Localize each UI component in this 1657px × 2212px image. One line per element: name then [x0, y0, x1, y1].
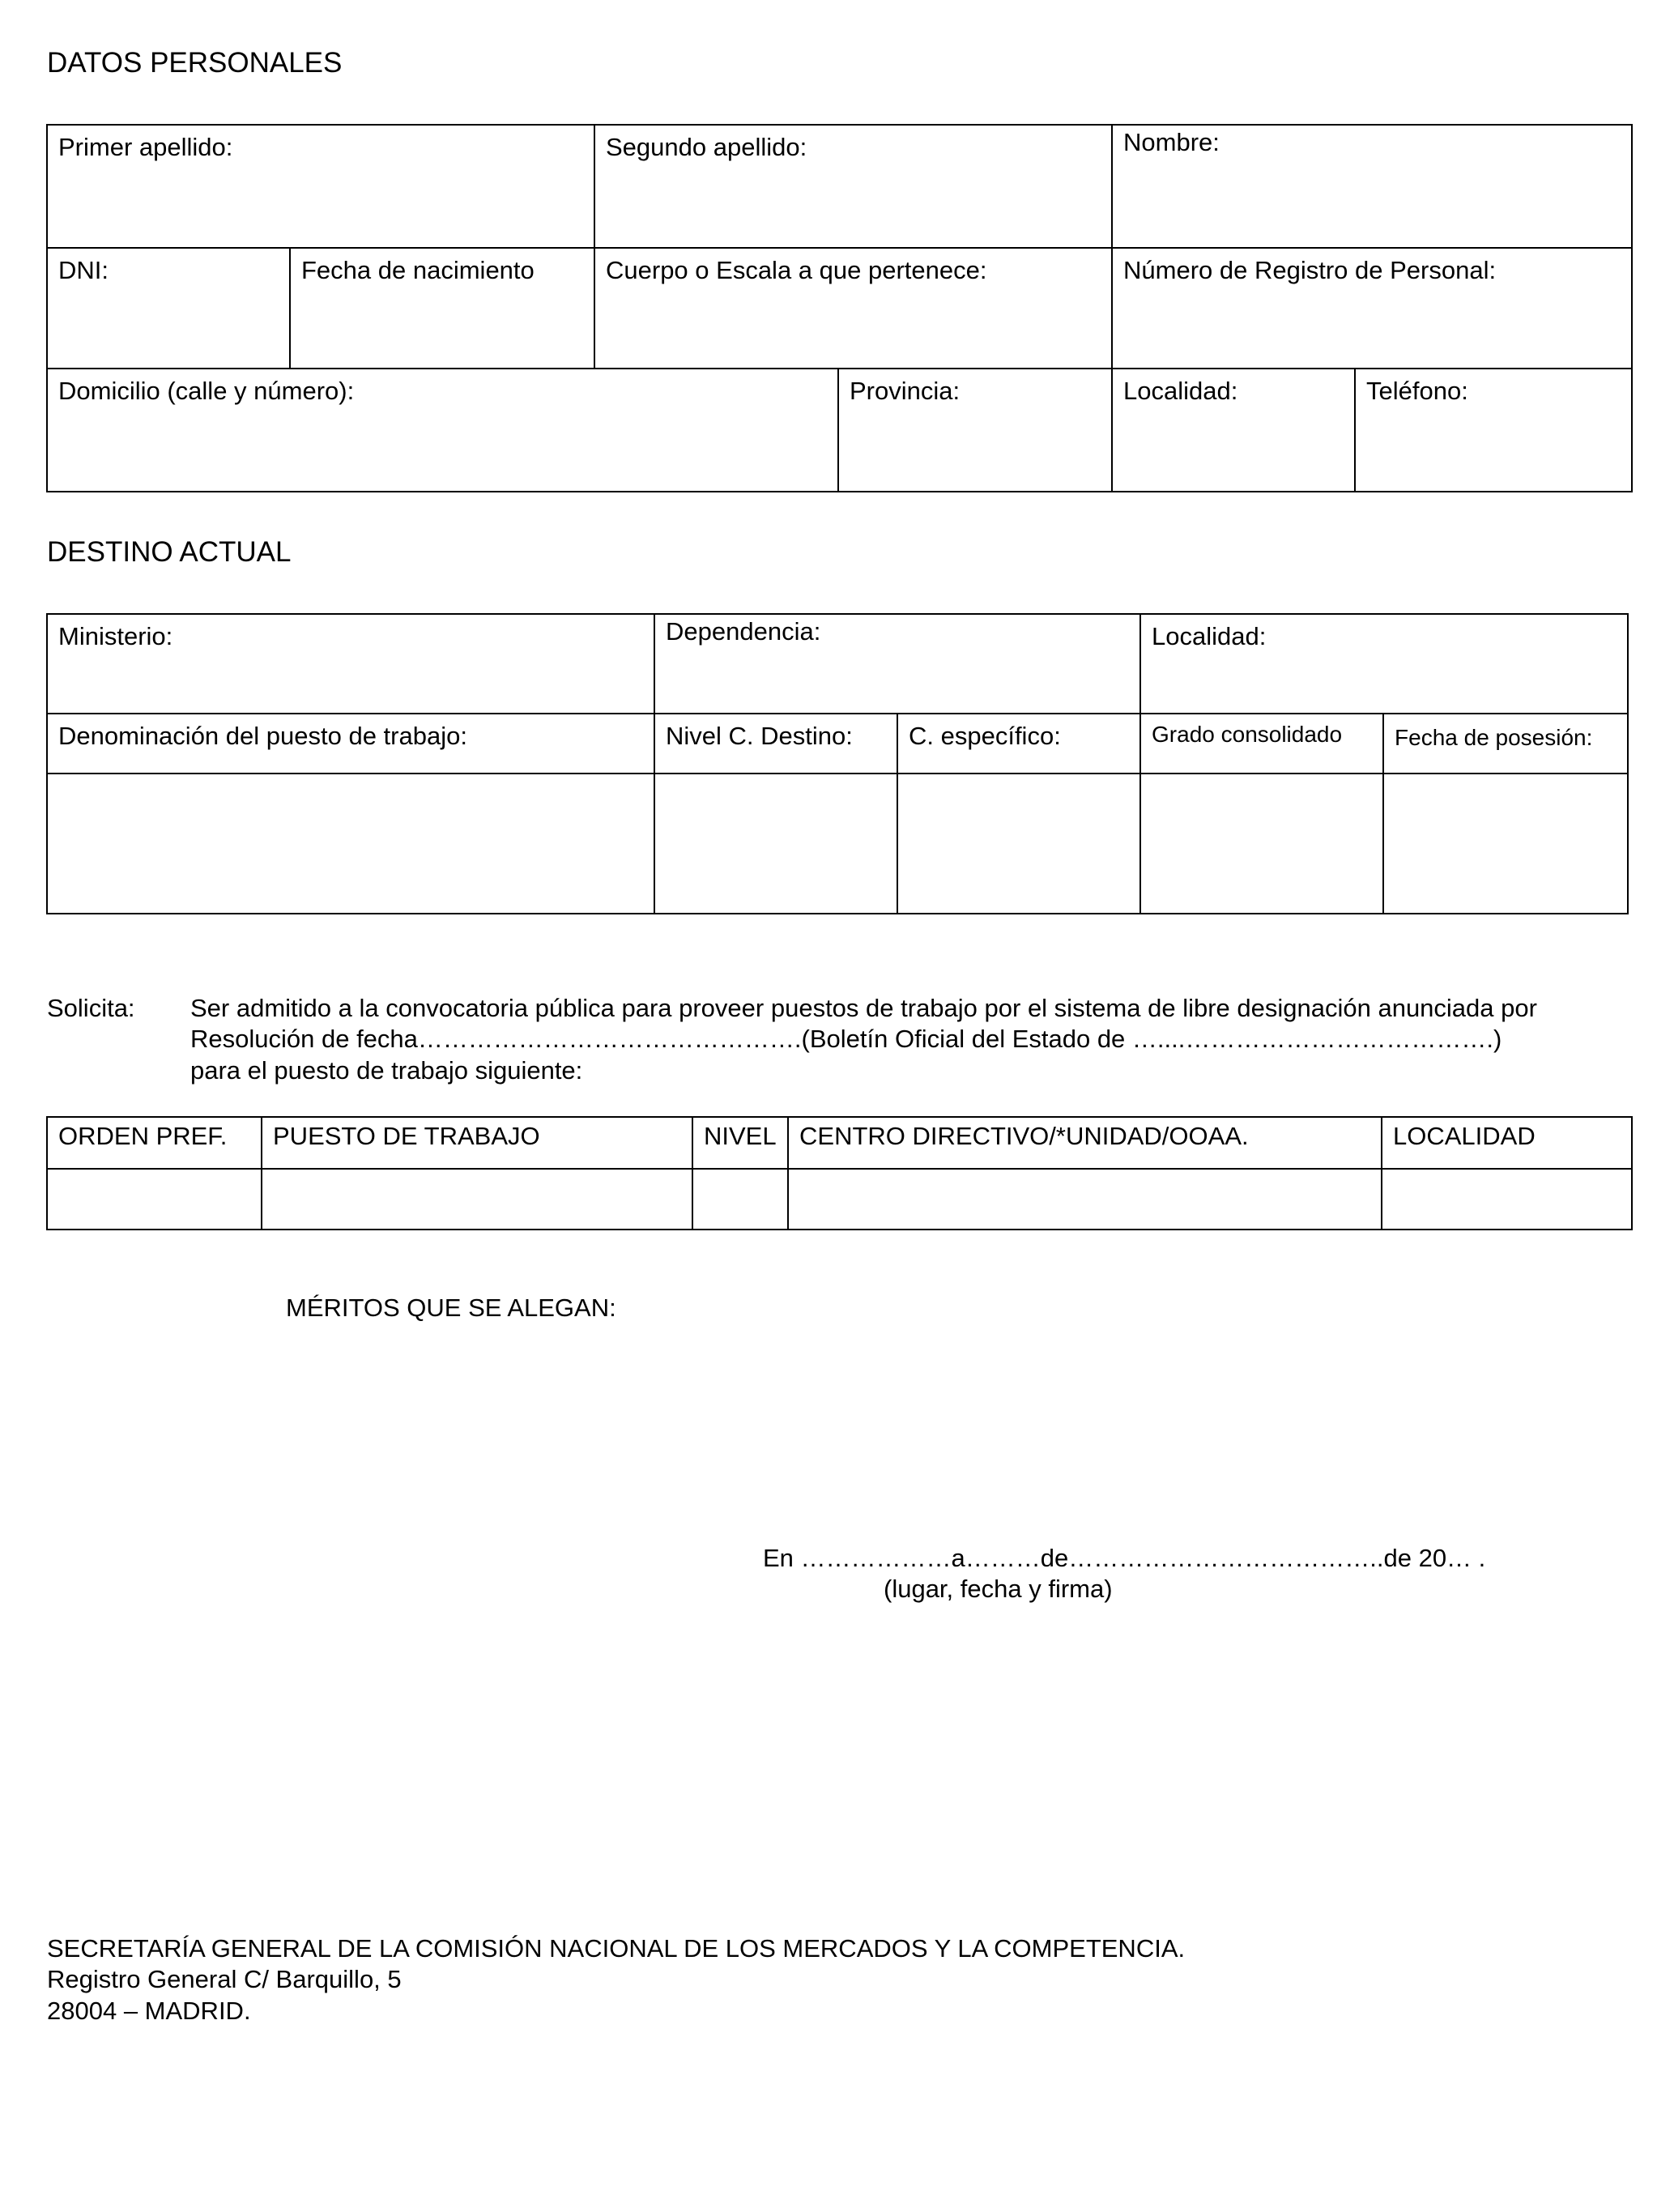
telefono-field[interactable]	[1355, 369, 1632, 492]
grado-consolidado-label: Grado consolidado	[1152, 722, 1343, 747]
signature-caption: (lugar, fecha y firma)	[884, 1575, 1113, 1603]
signature-line: En ………………a………de………………………………..de 20… .	[763, 1544, 1486, 1572]
fecha-posesion-value-cell[interactable]	[1383, 774, 1628, 914]
ministerio-field[interactable]	[47, 614, 654, 714]
segundo-apellido-label: Segundo apellido:	[606, 133, 807, 161]
puestos-header-cell	[47, 1117, 262, 1169]
localidad-field[interactable]	[1112, 369, 1355, 492]
ministerio-label: Ministerio:	[58, 622, 173, 650]
solicita-line-2: Resolución de fecha……………………………………….(Boletín Oficial del Estado de …....……………………………….)	[190, 1025, 1502, 1053]
table-row	[47, 1169, 1632, 1230]
primer-apellido-label: Primer apellido:	[58, 133, 233, 161]
provincia-field[interactable]	[838, 369, 1112, 492]
provincia-label: Provincia:	[850, 377, 961, 405]
fecha-posesion-field[interactable]	[1383, 714, 1628, 774]
personal-data-table	[46, 124, 1633, 492]
personal-data-heading: DATOS PERSONALES	[47, 47, 343, 79]
domicilio-label: Domicilio (calle y número):	[58, 377, 355, 405]
cuerpo-escala-field[interactable]	[594, 248, 1112, 369]
nombre-label: Nombre:	[1123, 128, 1220, 156]
nivel-destino-value-cell[interactable]	[654, 774, 897, 914]
denominacion-label: Denominación del puesto de trabajo:	[58, 722, 467, 750]
nivel-header: NIVEL	[704, 1122, 777, 1150]
numero-registro-label: Número de Registro de Personal:	[1123, 256, 1497, 284]
nivel-cell[interactable]	[692, 1169, 788, 1230]
destino-localidad-field[interactable]	[1140, 614, 1628, 714]
fecha-posesion-label: Fecha de posesión:	[1395, 725, 1593, 750]
centro-directivo-header: CENTRO DIRECTIVO/*UNIDAD/OOAA.	[799, 1122, 1249, 1150]
c-especifico-field[interactable]	[897, 714, 1140, 774]
c-especifico-value-cell[interactable]	[897, 774, 1140, 914]
puesto-trabajo-header: PUESTO DE TRABAJO	[273, 1122, 540, 1150]
solicita-label: Solicita:	[47, 994, 135, 1022]
nivel-destino-field[interactable]	[654, 714, 897, 774]
footer-address: Registro General C/ Barquillo, 5	[47, 1965, 402, 1993]
dependencia-field[interactable]	[654, 614, 1140, 714]
dni-label: DNI:	[58, 256, 109, 284]
orden-pref-cell[interactable]	[47, 1169, 262, 1230]
puestos-header-cell	[1382, 1117, 1632, 1169]
c-especifico-label: C. específico:	[909, 722, 1061, 750]
puestos-header-cell	[788, 1117, 1382, 1169]
localidad-cell[interactable]	[1382, 1169, 1632, 1230]
footer-organization: SECRETARÍA GENERAL DE LA COMISIÓN NACIONAL DE LOS MERCADOS Y LA COMPETENCIA.	[47, 1934, 1186, 1963]
grado-consolidado-field[interactable]	[1140, 714, 1383, 774]
destino-actual-heading: DESTINO ACTUAL	[47, 536, 292, 568]
segundo-apellido-field[interactable]	[594, 125, 1112, 248]
numero-registro-field[interactable]	[1112, 248, 1632, 369]
denominacion-value-cell[interactable]	[47, 774, 654, 914]
solicita-line-1: Ser admitido a la convocatoria pública para proveer puestos de trabajo por el sistema de libre designación anunciada por	[190, 994, 1537, 1022]
destino-localidad-label: Localidad:	[1152, 622, 1267, 650]
grado-consolidado-value-cell[interactable]	[1140, 774, 1383, 914]
localidad-header: LOCALIDAD	[1393, 1122, 1536, 1150]
localidad-label: Localidad:	[1123, 377, 1238, 405]
fecha-nacimiento-label: Fecha de nacimiento	[301, 256, 535, 284]
denominacion-field[interactable]	[47, 714, 654, 774]
primer-apellido-field[interactable]	[47, 125, 594, 248]
puestos-table	[46, 1116, 1633, 1230]
centro-directivo-cell[interactable]	[788, 1169, 1382, 1230]
solicita-line-3: para el puesto de trabajo siguiente:	[190, 1056, 583, 1085]
footer-city: 28004 – MADRID.	[47, 1997, 251, 2025]
destino-table	[46, 613, 1629, 914]
puesto-trabajo-cell[interactable]	[262, 1169, 692, 1230]
telefono-label: Teléfono:	[1366, 377, 1468, 405]
fecha-nacimiento-field[interactable]	[290, 248, 594, 369]
nivel-destino-label: Nivel C. Destino:	[666, 722, 853, 750]
dni-field[interactable]	[47, 248, 290, 369]
orden-pref-header: ORDEN PREF.	[58, 1122, 228, 1150]
cuerpo-escala-label: Cuerpo o Escala a que pertenece:	[606, 256, 987, 284]
nombre-field[interactable]	[1112, 125, 1632, 248]
dependencia-label: Dependencia:	[666, 617, 821, 646]
domicilio-field[interactable]	[47, 369, 838, 492]
meritos-label: MÉRITOS QUE SE ALEGAN:	[286, 1294, 616, 1322]
puestos-header-cell	[692, 1117, 788, 1169]
puestos-header-cell	[262, 1117, 692, 1169]
